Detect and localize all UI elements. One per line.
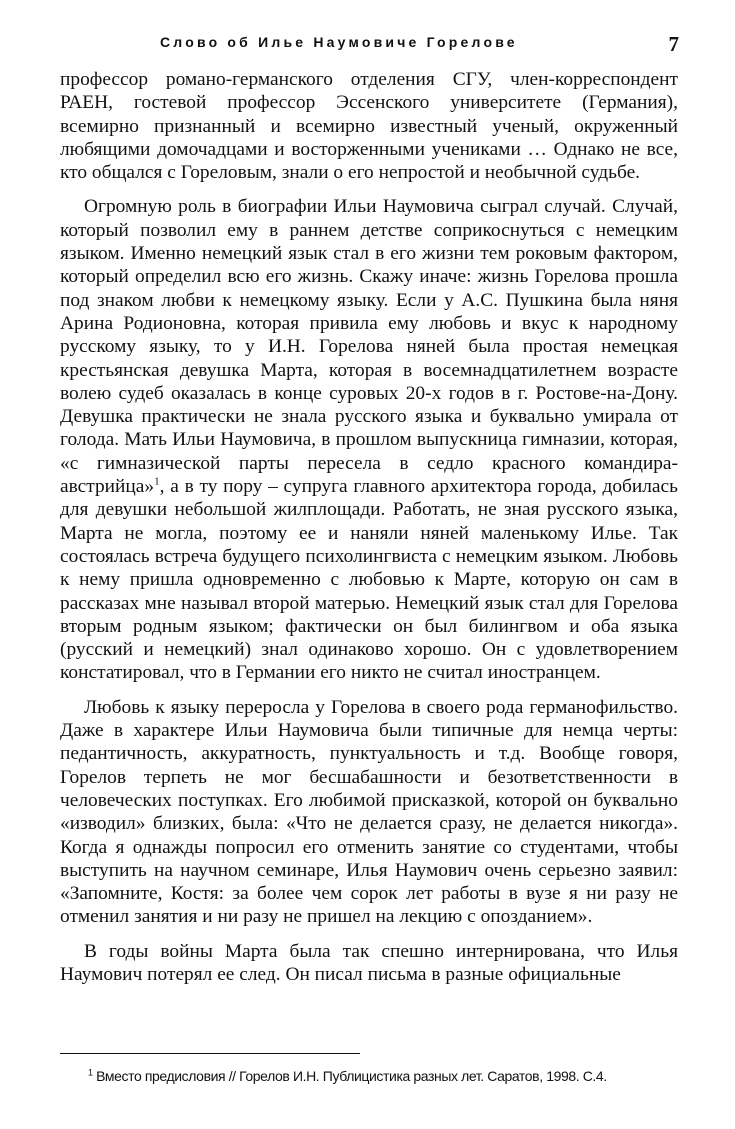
page-header bbox=[60, 32, 679, 58]
paragraph-4: В годы войны Марта была так спешно интернирована, что Илья Наумович потерял ее след. Он писал письма в разные официальные bbox=[60, 940, 678, 985]
running-title: Слово об Илье Наумовиче Горелове bbox=[160, 34, 518, 50]
footnote-marker: 1 bbox=[88, 1067, 93, 1078]
footnote bbox=[88, 1068, 688, 1084]
page-number: 7 bbox=[668, 32, 679, 56]
footnote-text: Вместо предисловия // Горелов И.Н. Публицистика разных лет. Саратов, 1998. С.4. bbox=[92, 1068, 607, 1084]
footnote-reference: 1 bbox=[154, 475, 160, 488]
paragraph-2-part-1: Огромную роль в биографии Ильи Наумовича сыграл случай. Случай, который позволил ему в раннем детстве соприкоснуться с немецким языком. Именно немецкий язык стал в его жизни тем роковым фактором, который определил всю его жизнь. Скажу иначе: жизнь Горелова прошла под знаком любви к немецкому языку. Если у А.С. Пушкина была няня Арина Родионовна, которая привила ему любовь и вкус к народному русскому языку, то у И.Н. Горелова няней была простая немецкая крестьянская девушка Марта, которая в восемнадцатилетнем возрасте волею судеб оказалась в конце суровых 20-х годов в г. Ростове-на-Дону. Девушка практически не знала русского языка и буквально умирала от голода. Мать Ильи Наумовича, в прошлом выпускница гимназии, которая, «с гимназической парты пересела в седло красного командира-австрийца» bbox=[60, 196, 678, 498]
paragraph-1: профессор романо-германского отделения СГУ, член-корреспондент РАЕН, гостевой профессор Эссенского университете (Германия), всемирно признанный и всемирно известный ученый, окруженный любящими домочадцами и восторженными учениками … Однако не все, кто общался с Гореловым, знали о его непростой и необычной судьбе. bbox=[60, 69, 678, 184]
body-text bbox=[60, 68, 678, 997]
footnote-divider bbox=[60, 1053, 360, 1054]
paragraph-2 bbox=[60, 195, 678, 684]
paragraph-3: Любовь к языку переросла у Горелова в своего рода германофильство. Даже в характере Ильи Наумовича были типичные для немца черты: педантичность, аккуратность, пунктуальность и т.д. Вообще говоря, Горелов терпеть не мог бесшабашности и безответственности в человеческих поступках. Его любимой присказкой, которой он буквально «изводил» близких, была: «Что не делается сразу, не делается никогда». Когда я однажды попросил его отменить занятие со студентами, чтобы выступить на научном семинаре, Илья Наумович очень серьезно заявил: «Запомните, Костя: за более чем сорок лет работы в вузе я ни разу не отменил занятия и ни разу не пришел на лекцию с опозданием». bbox=[60, 696, 678, 928]
paragraph-2-part-2: , а в ту пору – супруга главного архитектора города, добилась для девушки небольшой жилплощади. Работать, не зная русского языка, Марта не могла, поэтому ее и наняли няней маленькому Илье. Так состоялась встреча будущего психолингвиста с немецким языком. Любовь к нему пришла одновременно с любовью к Марте, которую он сам в рассказах мне называл второй матерью. Немецкий язык стал для Горелова вторым родным языком; фактически он был билингвом и оба языка (русский и немецкий) знал одинаково хорошо. Он с удовлетворением констатировал, что в Германии его никто не считал иностранцем. bbox=[60, 476, 678, 684]
